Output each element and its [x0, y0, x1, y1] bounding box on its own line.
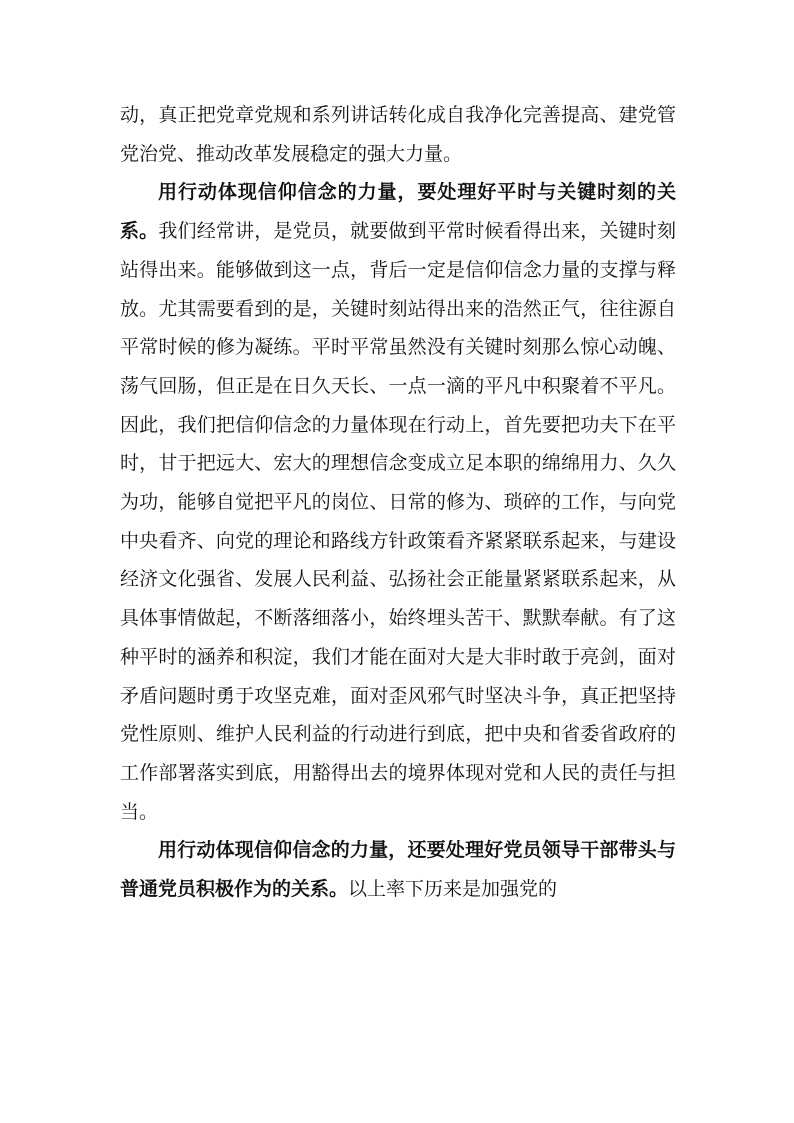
document-page [120, 96, 676, 909]
paragraph-body: 我们经常讲，是党员，就要做到平常时候看得出来，关键时刻站得出来。能够做到这一点，背后一定是信仰信念力量的支撑与释放。尤其需要看到的是，关键时刻站得出来的浩然正气，往往源自平常时候的修为凝练。平时平常虽然没有关键时刻那么惊心动魄、荡气回肠，但正是在日久天长、一点一滴的平凡中积聚着不平凡。因此，我们把信仰信念的力量体现在行动上，首先要把功夫下在平时，甘于把远大、宏大的理想信念变成立足本职的绵绵用力、久久为功，能够自觉把平凡的岗位、日常的修为、琐碎的工作，与向党中央看齐、向党的理论和路线方针政策看齐紧紧联系起来，与建设经济文化强省、发展人民利益、弘扬社会正能量紧紧联系起来，从具体事情做起，不断落细落小，始终埋头苦干、默默奉献。有了这种平时的涵养和积淀，我们才能在面对大是大非时敢于亮剑，面对矛盾问题时勇于攻坚克难，面对歪风邪气时坚决斗争，真正把坚持党性原则、维护人民利益的行动进行到底，把中央和省委省政府的工作部署落实到底，用豁得出去的境界体现对党和人民的责任与担当。 [120, 220, 676, 823]
paragraph-ordinary-and-critical-moments [120, 173, 676, 831]
paragraph-body: 以上率下历来是加强党的 [348, 878, 558, 901]
paragraph-leaders-and-members [120, 831, 676, 908]
paragraph-heading: 用行动体现信仰信念的力量，还要处理好党员领导干部带头与普通党员积极作为的关系。 [120, 839, 676, 901]
paragraph-heading: 用行动体现信仰信念的力量，要处理好平时与关键时刻的关系。 [120, 181, 676, 243]
paragraph-continuation: 动，真正把党章党规和系列讲话转化成自我净化完善提高、建党管党治党、推动改革发展稳定的强大力量。 [120, 104, 676, 165]
